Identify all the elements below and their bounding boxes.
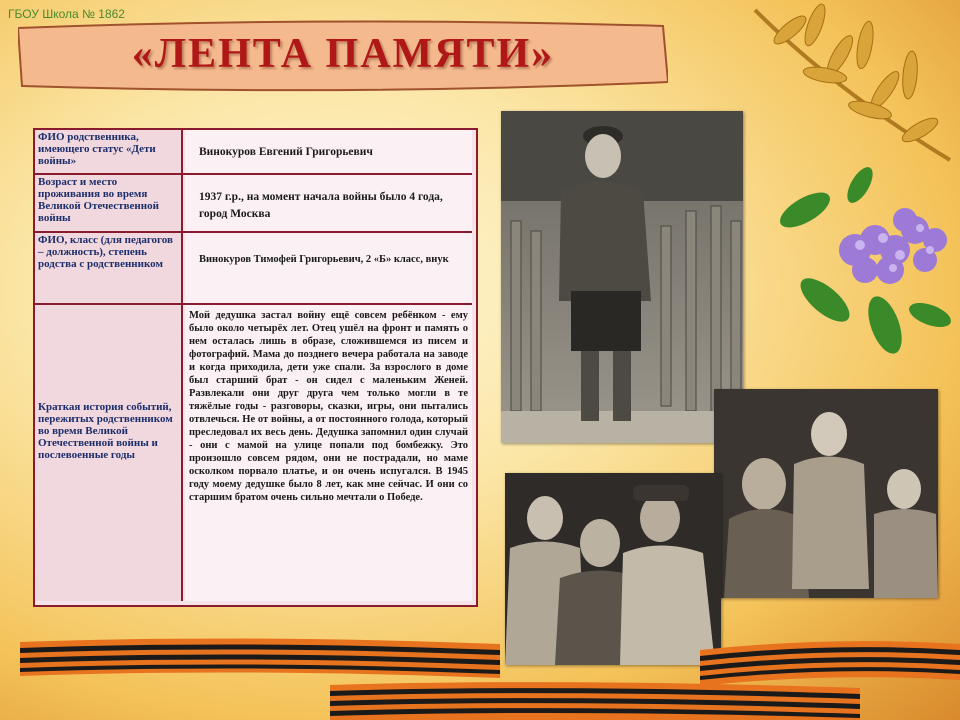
row-label: ФИО родственника, имеющего статус «Дети войны» — [35, 130, 183, 173]
info-table — [33, 128, 478, 607]
row-value: 1937 г.р., на момент начала войны было 4 года, город Москва — [185, 175, 472, 231]
row-value: Винокуров Евгений Григорьевич — [185, 130, 472, 173]
photo-boy-at-fence — [501, 111, 743, 443]
school-name: ГБОУ Школа № 1862 — [8, 7, 125, 21]
row-label: Краткая история событий, пережитых родственником во время Великой Отечественной войны и послевоенные годы — [35, 305, 183, 601]
laurel-branch-icon — [745, 0, 960, 170]
row-label: Возраст и место проживания во время Великой Отечественной войны — [35, 175, 183, 231]
lilac-flowers-icon — [765, 150, 960, 375]
row-label: ФИО, класс (для педагогов – должность), степень родства с родственником — [35, 233, 183, 303]
table-row — [35, 233, 472, 305]
page-title: «ЛЕНТА ПАМЯТИ» — [131, 31, 555, 77]
st-george-ribbon-icon — [0, 630, 960, 720]
story-text: Мой дедушка застал войну ещё совсем ребёнком - ему было около четырёх лет. Отец ушёл на фронт и память о нем осталась лишь в образе, сложившемся из писем и фотографий. Мама до позднего вечера работала на заводе и когда приходила, дети уже спали. За взрослого в доме был старший брат - он сидел с маленьким Женей. Развлекали они друг друга чем только могли в те тяжёлые годы - разговоры, сказки, игры, они пытались отвлечься. Не от войны, а от постоянного голода, который преследовал их весь день. Дедушка запомнил один случай - они с мамой на улице попали под бомбежку. Это произошло совсем рядом, они не пострадали, но маме осколком порвало платье, и он очень испугался. В 1945 году моему дедушке было 8 лет, как мне сейчас. И они со старшим братом очень сильно мечтали о Победе. — [185, 305, 472, 601]
table-row — [35, 130, 472, 175]
table-row — [35, 175, 472, 233]
row-value: Винокуров Тимофей Григорьевич, 2 «Б» класс, внук — [185, 233, 472, 303]
photo-family-of-four — [714, 389, 938, 598]
table-row — [35, 305, 472, 601]
